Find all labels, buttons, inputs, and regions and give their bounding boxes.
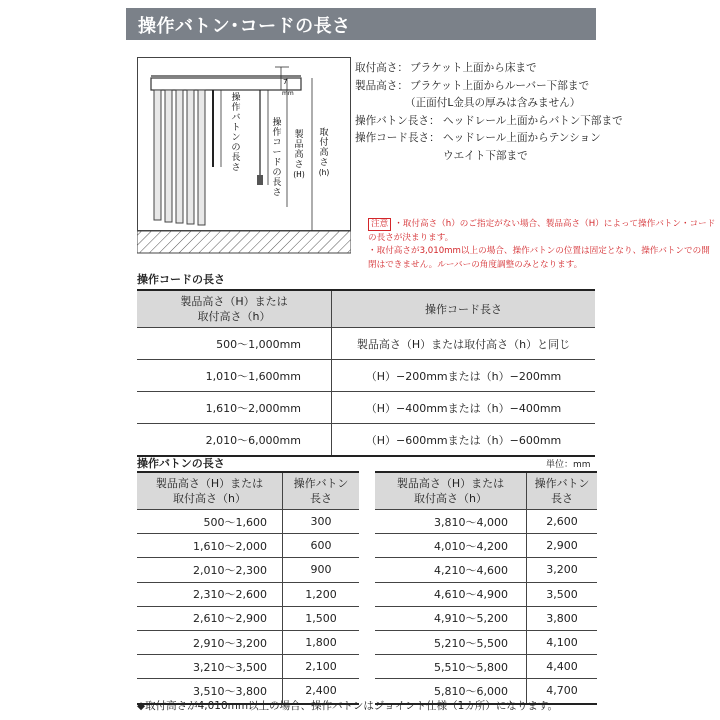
table-header: 製品高さ（H）または 取付高さ（h） — [375, 472, 527, 510]
table-row: 3,210〜3,500 2,100 — [137, 655, 359, 679]
table-row: 5,510〜5,800 4,400 — [375, 655, 597, 679]
table-header: 操作バトン 長さ — [283, 472, 360, 510]
table-row: 2,010〜6,000mm （H）−600mmまたは（h）−600mm — [137, 424, 595, 457]
vchar: 品 — [294, 140, 304, 150]
table-row: 1,610〜2,000 600 — [137, 534, 359, 558]
vchar: さ — [231, 163, 241, 173]
table-row: 2,010〜2,300 900 — [137, 558, 359, 582]
louvers — [154, 90, 205, 225]
vchar: ン — [231, 133, 241, 143]
blind-diagram — [137, 57, 351, 255]
table-row: 1,010〜1,600mm （H）−200mmまたは（h）−200mm — [137, 360, 595, 392]
vchar: コ — [272, 138, 282, 148]
gap-unit: mm — [282, 90, 294, 97]
vchar: さ — [319, 158, 329, 168]
table-row: 4,010〜4,200 2,900 — [375, 534, 597, 558]
vchar: バ — [231, 113, 241, 123]
floor-hatch — [137, 231, 351, 253]
title-bar — [126, 8, 596, 40]
table-row: 4,210〜4,600 3,200 — [375, 558, 597, 582]
table-header: 製品高さ（H）または 取付高さ（h） — [137, 290, 332, 328]
vchar: 長 — [272, 178, 282, 188]
head-rail — [151, 78, 301, 90]
vchar: 製 — [294, 130, 304, 140]
table-row: 4,610〜4,900 3,500 — [375, 582, 597, 606]
vchar: 長 — [231, 153, 241, 163]
vchar: さ — [272, 188, 282, 198]
vchar: 高 — [294, 150, 304, 160]
table-row: 1,610〜2,000mm （H）−400mmまたは（h）−400mm — [137, 392, 595, 424]
caution-notes — [368, 218, 718, 272]
vchar: さ — [294, 160, 304, 170]
cord-length-label — [272, 116, 281, 198]
vchar: の — [231, 143, 241, 153]
vchar: 作 — [231, 103, 241, 113]
table-row: 3,810〜4,000 2,600 — [375, 510, 597, 534]
table-row: 5,210〜5,500 4,100 — [375, 630, 597, 654]
vchar: ド — [272, 158, 282, 168]
vchar: ー — [272, 148, 282, 158]
table-row: 5,810〜6,000 4,700 — [375, 679, 597, 704]
cord-length-table — [137, 289, 595, 457]
gap-label: 7 — [283, 78, 288, 86]
vchar: (H) — [293, 170, 305, 179]
vchar: 取 — [319, 128, 329, 138]
vchar: 高 — [319, 148, 329, 158]
vchar: (h) — [318, 168, 330, 177]
note-text: ・取付高さが3,010mm以上の場合、操作バトンの位置は固定となり、操作バトンでの開閉はできません。ルーバーの角度調整のみとなります。 — [368, 246, 710, 270]
table-row: 500〜1,000mm 製品高さ（H）または取付高さ（h）と同じ — [137, 328, 595, 360]
baton-length-table-right — [375, 471, 597, 705]
cord-section-heading: 操作コードの長さ — [137, 273, 225, 286]
vchar: ト — [231, 123, 241, 133]
table-row: 2,310〜2,600 1,200 — [137, 582, 359, 606]
vchar: 作 — [272, 128, 282, 138]
table-header: 製品高さ（H）または 取付高さ（h） — [137, 472, 283, 510]
vchar: の — [272, 168, 282, 178]
unit-label: 単位：mm — [546, 460, 591, 470]
mount-height-label — [319, 127, 330, 177]
tension-weight — [257, 175, 263, 185]
table-header: 操作バトン 長さ — [527, 472, 598, 510]
product-height-label — [293, 128, 305, 179]
table-header: 操作コード長さ — [332, 290, 596, 328]
table-row: 4,910〜5,200 3,800 — [375, 606, 597, 630]
baton-length-label — [231, 91, 240, 173]
vchar: 操 — [272, 118, 282, 128]
table-row: 500〜1,600 300 — [137, 510, 359, 534]
baton-section-heading: 操作バトンの長さ — [137, 457, 225, 470]
caution-badge: 注意 — [368, 218, 391, 231]
table-row: 3,510〜3,800 2,400 — [137, 679, 359, 704]
vchar: 操 — [231, 93, 241, 103]
baton-length-table-left — [137, 471, 359, 705]
page-title: 操作バトン･コードの長さ — [138, 16, 351, 37]
table-row: 2,910〜3,200 1,800 — [137, 630, 359, 654]
vchar: 付 — [319, 138, 329, 148]
table-row: 2,610〜2,900 1,500 — [137, 606, 359, 630]
note-text: ・取付高さ（h）のご指定がない場合、製品高さ（H）によって操作バトン・コードの長さが決まります。 — [368, 219, 716, 243]
footnote: ◆取付高さが4,010mm以上の場合、操作バトンはジョイント仕様（1カ所）になります。 — [137, 700, 559, 712]
